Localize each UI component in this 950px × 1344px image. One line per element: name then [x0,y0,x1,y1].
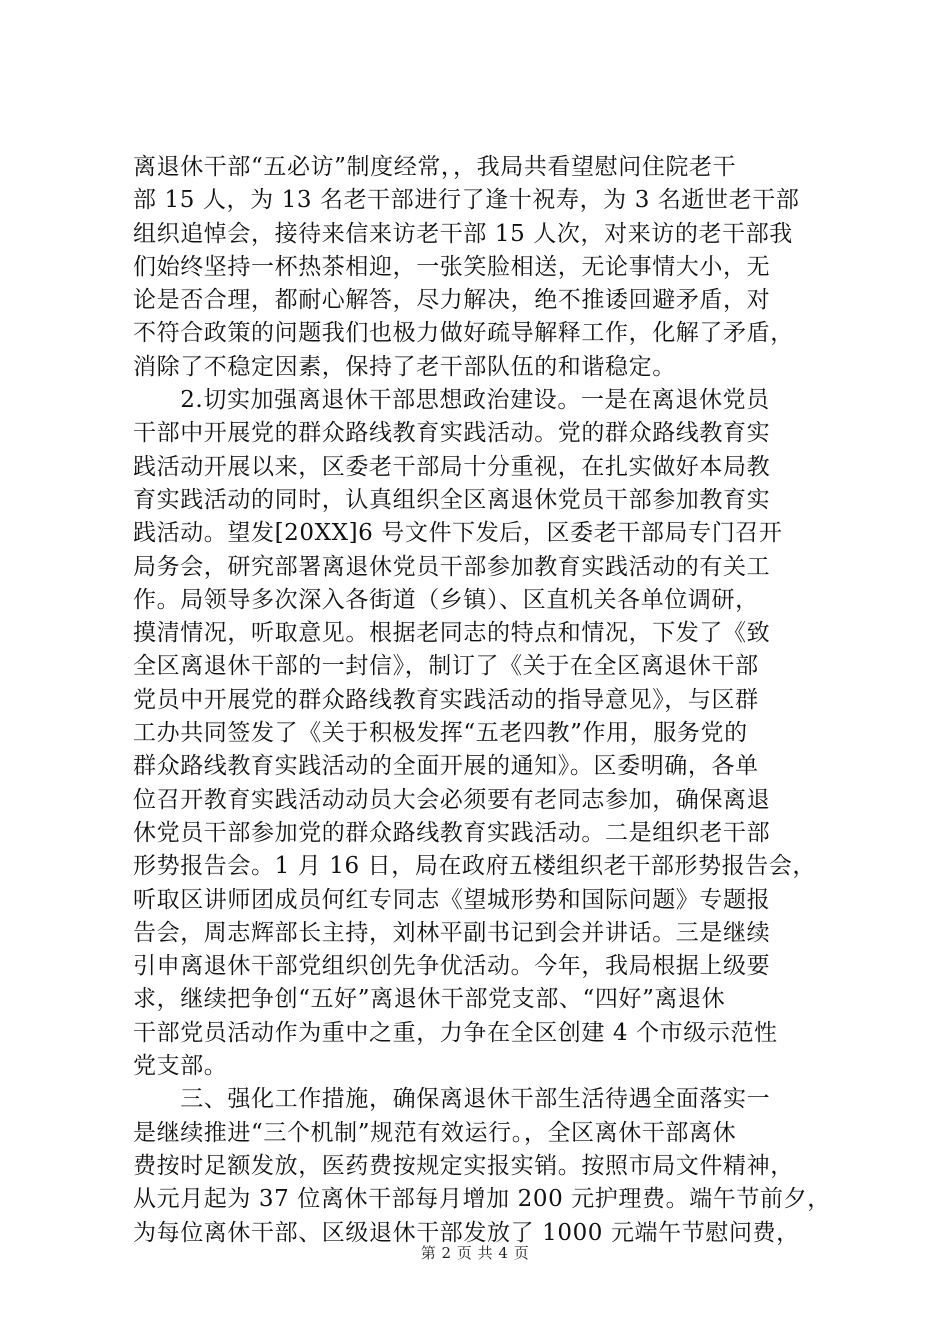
text-line: 干部党员活动作为重中之重，力争在全区创建 4 个市级示范性 [133,1019,778,1046]
text-line: 全区离退休干部的一封信》，制订了《关于在全区离退休干部 [133,653,759,680]
text-line: 育实践活动的同时，认真组织全区离退休党员干部参加教育实 [133,486,771,513]
text-line: 形势报告会。1 月 16 日，局在政府五楼组织老干部形势报告会， [133,853,817,880]
text-line: 作。局领导多次深入各街道（乡镇）、区直机关各单位调研， [133,586,759,613]
text-line: 是继续推进“三个机制”规范有效运行。，全区离休干部离休 [133,1119,737,1146]
text-line: 离退休干部“五必访”制度经常，，我局共看望慰问住院老干 [133,154,737,180]
page-footer: 第 2 页 共 4 页 [420,1244,530,1262]
text-line: 践活动。望发[20XX]6 号文件下发后，区委老干部局专门召开 [133,520,783,547]
text-line: 告会，周志辉部长主持，刘林平副书记到会并讲话。三是继续 [133,919,771,946]
text-line: 组织追悼会，接待来信来访老干部 15 人次，对来访的老干部我 [133,220,793,247]
text-line: 践活动开展以来，区委老干部局十分重视，在扎实做好本局教 [133,453,771,480]
text-line: 位召开教育实践活动动员大会必须要有老同志参加，确保离退 [133,786,771,813]
text-line: 党员中开展党的群众路线教育实践活动的指导意见》，与区群 [133,686,759,713]
text-line: 为每位离休干部、区级退休干部发放了 1000 元端午节慰问费， [133,1219,800,1246]
body-text [133,151,831,1250]
text-line: 干部中开展党的群众路线教育实践活动。党的群众路线教育实 [133,420,771,447]
text-line: 2.切实加强离退休干部思想政治建设。一是在离退休党员 [133,387,770,414]
text-line: 论是否合理，都耐心解答，尽力解决，绝不推诿回避矛盾，对 [133,287,771,314]
text-line: 群众路线教育实践活动的全面开展的通知》。区委明确，各单 [133,753,759,780]
text-line: 们始终坚持一杯热茶相迎，一张笑脸相送，无论事情大小，无 [133,253,771,280]
text-line: 党支部。 [133,1053,228,1080]
text-line: 不符合政策的问题我们也极力做好疏导解释工作，化解了矛盾， [133,320,794,347]
text-line: 工办共同签发了《关于积极发挥“五老四教”作用，服务党的 [133,720,748,747]
text-line: 消除了不稳定因素，保持了老干部队伍的和谐稳定。 [133,353,676,380]
text-line: 引申离退休干部党组织创先争优活动。今年，我局根据上级要 [133,953,771,980]
text-line: 从元月起为 37 位离休干部每月增加 200 元护理费。端午节前夕， [133,1186,831,1213]
text-line: 费按时足额发放，医药费按规定实报实销。按照市局文件精神， [133,1152,794,1179]
text-line: 听取区讲师团成员何红专同志《望城形势和国际问题》专题报 [133,886,771,913]
text-line: 休党员干部参加党的群众路线教育实践活动。二是组织老干部 [133,819,771,846]
text-line: 三、强化工作措施，确保离退休干部生活待遇全面落实一 [133,1086,771,1113]
text-line: 部 15 人，为 13 名老干部进行了逢十祝寿，为 3 名逝世老干部 [133,187,800,214]
text-line: 求，继续把争创“五好”离退休干部党支部、“四好”离退休 [133,986,726,1013]
text-line: 摸清情况，听取意见。根据老同志的特点和情况，下发了《致 [133,620,771,647]
text-line: 局务会，研究部署离退休党员干部参加教育实践活动的有关工 [133,553,771,580]
